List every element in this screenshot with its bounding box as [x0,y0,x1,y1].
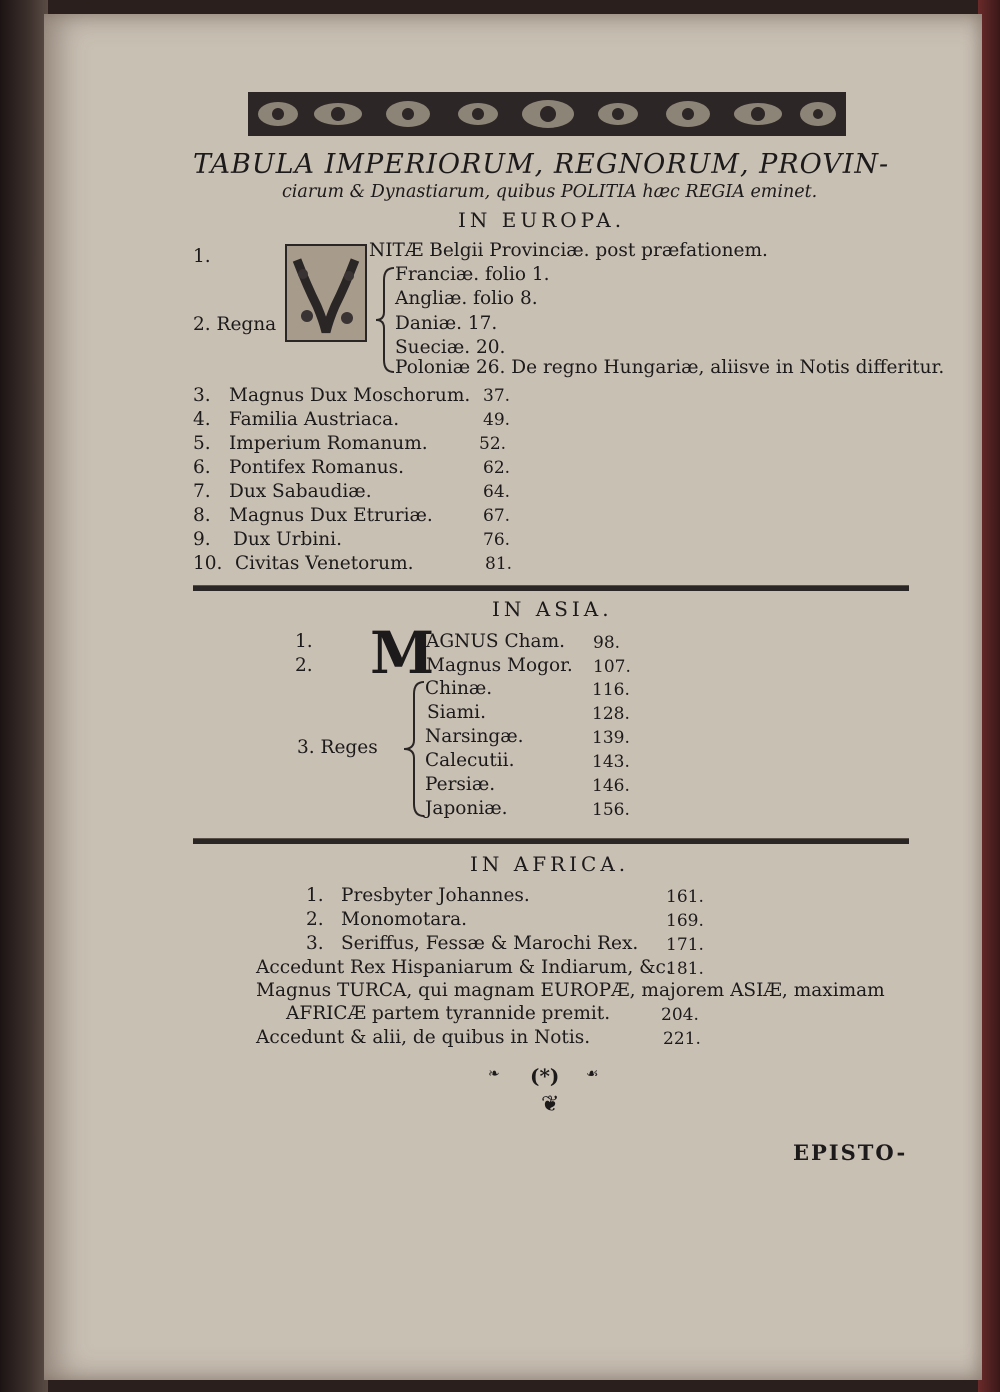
europa-item-number: 5. [193,433,211,454]
africa-item-page: 171. [666,935,704,955]
asterisk-ornament: (*) [530,1064,560,1088]
turca-line-1: Magnus TURCA, qui magnam EUROPÆ, majorem ASIÆ, maximam [256,980,885,1001]
europa-item-1-number: 1. [193,246,211,267]
accedunt-line-2-page: 221. [663,1029,701,1049]
africa-item-number: 3. [306,933,324,954]
europa-item-page: 62. [483,458,511,478]
ornamental-headpiece [248,92,846,136]
reges-page: 128. [592,704,630,724]
europa-item-number: 3. [193,385,211,406]
regna-daniae: Daniæ. 17. [395,313,498,334]
europa-item-name: Civitas Venetorum. [235,553,414,574]
africa-item-number: 1. [306,885,324,906]
asia-item-page: 107. [593,657,631,677]
accedunt-line-1-page: 181. [666,959,704,979]
reges-brace [400,678,428,820]
fleuron-left-icon: ❧ [488,1066,500,1082]
europa-item-name: Dux Sabaudiæ. [229,481,372,502]
reges-page: 116. [592,680,630,700]
section-rule [193,585,909,591]
turca-line-2: AFRICÆ partem tyrannide premit. [286,1003,611,1024]
europa-item-name: Imperium Romanum. [229,433,428,454]
africa-item-page: 161. [666,887,704,907]
asia-item-number: 1. [295,631,313,652]
accedunt-line-2: Accedunt & alii, de quibus in Notis. [256,1027,591,1048]
regna-franciae: Franciæ. folio 1. [395,264,550,285]
heading-africa: IN AFRICA. [470,852,630,876]
europa-item-page: 52. [479,434,507,454]
regna-label: 2. Regna [193,314,277,335]
europa-item-page: 67. [483,506,511,526]
asia-item-name: AGNUS Cham. [426,631,565,652]
europa-item-name: Magnus Dux Moschorum. [229,385,471,406]
reges-page: 146. [592,776,630,796]
reges-page: 156. [592,800,630,820]
europa-item-name: Familia Austriaca. [229,409,400,430]
reges-name: Calecutii. [425,750,515,771]
reges-name: Siami. [427,702,486,723]
europa-item-name: Pontifex Romanus. [229,457,405,478]
heading-europa: IN EUROPA. [458,208,626,232]
europa-item-name: Dux Urbini. [233,529,342,550]
africa-item-name: Presbyter Johannes. [341,885,530,906]
heading-asia: IN ASIA. [492,597,613,621]
europa-item-page: 49. [483,410,511,430]
europa-item-number: 7. [193,481,211,502]
accedunt-line-1: Accedunt Rex Hispaniarum & Indiarum, &c. [256,957,672,978]
africa-item-name: Seriffus, Fessæ & Marochi Rex. [341,933,639,954]
book-spine [0,0,48,1392]
regna-sueciae: Sueciæ. 20. [395,337,506,358]
asia-item-page: 98. [593,633,621,653]
europa-item-page: 76. [483,530,511,550]
regna-poloniae: Poloniæ 26. De regno Hungariæ, aliisve in Notis differitur. [395,357,945,378]
asia-item-number: 2. [295,655,313,676]
reges-label: 3. Reges [297,737,378,758]
europa-item-number: 4. [193,409,211,430]
europa-item-number: 6. [193,457,211,478]
reges-page: 139. [592,728,630,748]
europa-item-number: 9. [193,529,211,550]
asia-item-name: Magnus Mogor. [426,655,573,676]
europa-item-1-text: NITÆ Belgii Provinciæ. post præfationem. [369,240,768,261]
europa-item-page: 37. [483,386,511,406]
asia-initial-m: M [370,619,435,687]
reges-name: Japoniæ. [425,798,508,819]
africa-item-page: 169. [666,911,704,931]
europa-item-page: 64. [483,482,511,502]
europa-item-number: 10. [193,553,223,574]
europa-item-name: Magnus Dux Etruriæ. [229,505,433,526]
reges-name: Persiæ. [425,774,496,795]
title-line-1: TABULA IMPERIORUM, REGNORUM, PROVIN- [193,149,890,180]
turca-line-2-page: 204. [661,1005,699,1025]
reges-name: Narsingæ. [425,726,524,747]
regna-angliae: Angliæ. folio 8. [395,288,538,309]
drop-ornament-icon: ❦ [541,1092,560,1117]
section-rule [193,838,909,844]
reges-page: 143. [592,752,630,772]
decorated-initial-v [285,244,367,342]
fleuron-right-icon: ☙ [586,1066,599,1082]
africa-item-name: Monomotara. [341,909,468,930]
catchword: EPISTO- [793,1140,908,1165]
africa-item-number: 2. [306,909,324,930]
europa-item-number: 8. [193,505,211,526]
title-line-2: ciarum & Dynastiarum, quibus POLITIA hæc REGIA eminet. [282,182,818,202]
europa-item-page: 81. [485,554,513,574]
reges-name: Chinæ. [425,678,493,699]
